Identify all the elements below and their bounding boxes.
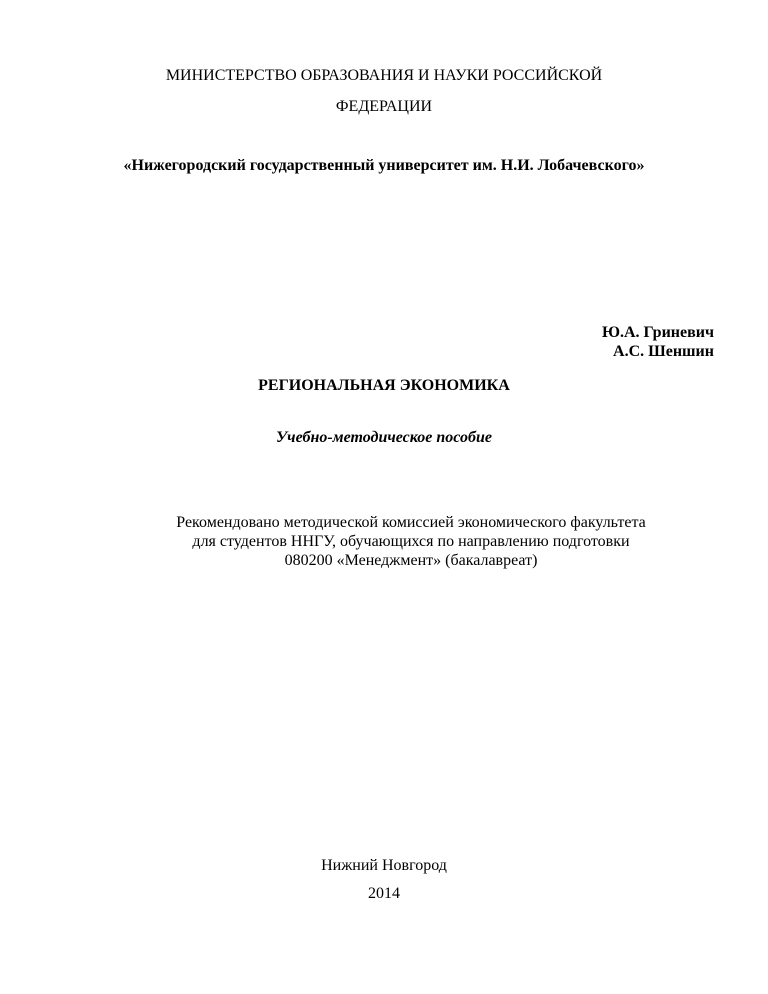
document-subtitle: Учебно-методическое пособие (276, 429, 492, 446)
recommendation-line-2: для студентов ННГУ, обучающихся по направлению подготовки (192, 533, 630, 550)
ministry-name-line-2: ФЕДЕРАЦИИ (335, 98, 433, 115)
authors-block (602, 323, 714, 361)
university-name: «Нижегородский государственный университет им. Н.И. Лобачевского» (123, 157, 645, 174)
recommendation-text (0, 513, 768, 570)
document-title: РЕГИОНАЛЬНАЯ ЭКОНОМИКА (258, 377, 510, 394)
ministry-name-line-1: МИНИСТЕРСТВО ОБРАЗОВАНИЯ И НАУКИ РОССИЙСКОЙ (165, 67, 603, 84)
recommendation-line-1: Рекомендовано методической комиссией экономического факультета (176, 514, 646, 531)
publication-city: Нижний Новгород (321, 857, 447, 874)
publication-year: 2014 (368, 885, 400, 902)
author-1: Ю.А. Гриневич (601, 324, 714, 341)
author-2: А.С. Шеншин (613, 343, 714, 360)
recommendation-line-3: 080200 «Менеджмент» (бакалавреат) (284, 552, 538, 569)
